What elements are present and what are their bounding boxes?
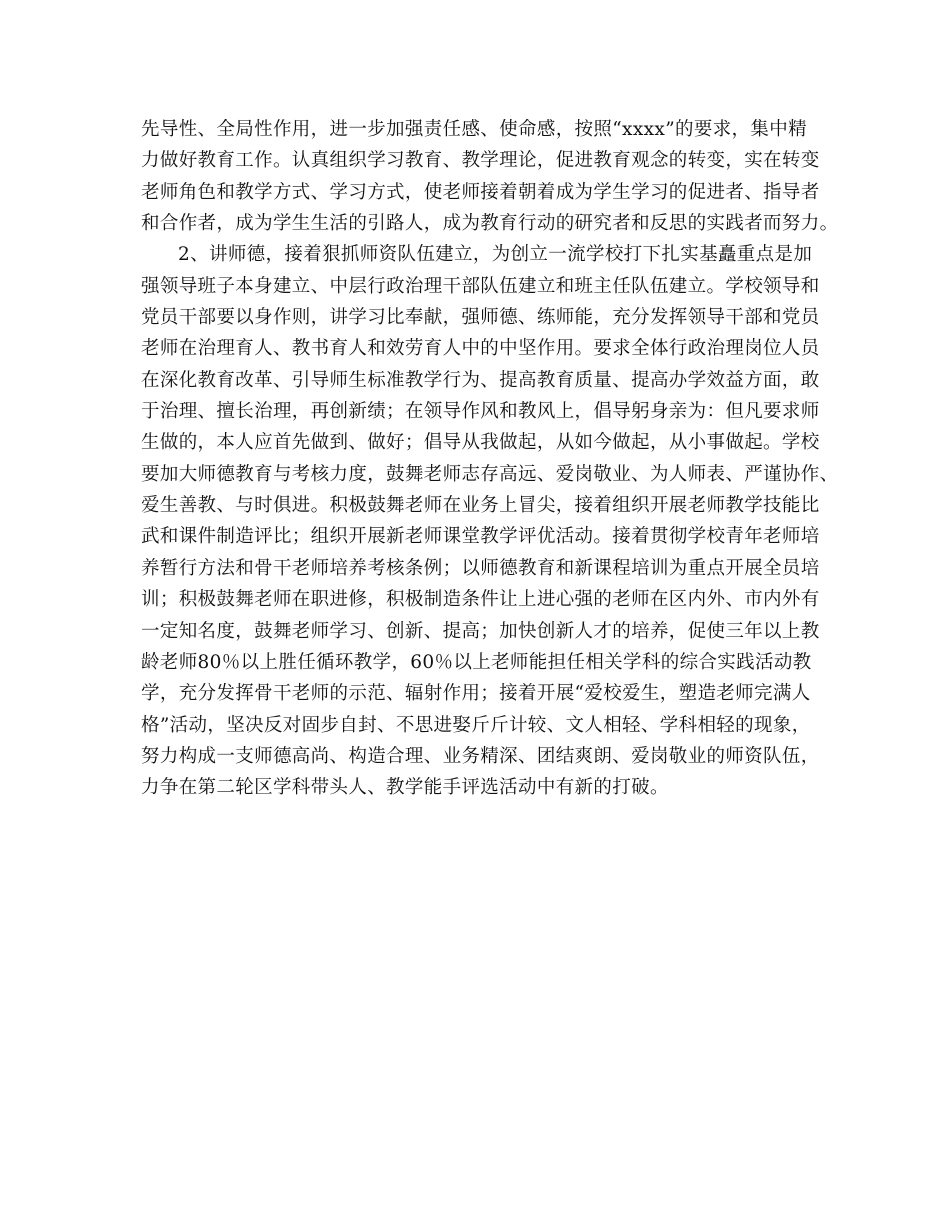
text-line: 格”活动，坚决反对固步自封、不思进娶斤斤计较、文人相轻、学科相轻的现象， — [141, 714, 811, 736]
text-line: 武和课件制造评比；组织开展新老师课堂教学评优活动。接着贯彻学校青年老师培 — [141, 526, 820, 548]
text-line: 龄老师80％以上胜任循环教学，60％以上老师能担任相关学科的综合实践活动教 — [141, 651, 812, 673]
document-body — [141, 114, 841, 804]
paragraph-2 — [141, 239, 841, 803]
text-line: 一定知名度，鼓舞老师学习、创新、提高；加快创新人才的培养，促使三年以上教 — [141, 620, 820, 642]
text-line: 训；积极鼓舞老师在职进修，积极制造条件让上进心强的老师在区内外、市内外有 — [141, 589, 820, 611]
text-line: 学，充分发挥骨干老师的示范、辐射作用；接着开展“爱校爱生，塑造老师完满人 — [141, 683, 811, 705]
text-line: 于治理、擅长治理，再创新绩；在领导作风和教风上，倡导躬身亲为：但凡要求师 — [141, 401, 820, 423]
paragraph-1 — [141, 114, 841, 239]
text-line: 2、讲师德，接着狠抓师资队伍建立，为创立一流学校打下扎实基矗重点是加 — [178, 244, 813, 266]
text-line: 在深化教育改革、引导师生标准教学行为、提高教育质量、提高办学效益方面，敢 — [141, 369, 820, 391]
text-line: 党员干部要以身作则，讲学习比奉献，强师德、练师能，充分发挥领导干部和党员 — [141, 307, 820, 329]
text-line: 力做好教育工作。认真组织学习教育、教学理论，促进教育观念的转变，实在转变 — [141, 150, 820, 172]
text-line: 老师角色和教学方式、学习方式，使老师接着朝着成为学生学习的促进者、指导者 — [141, 181, 820, 203]
text-line: 先导性、全局性作用，进一步加强责任感、使命感，按照“xxxx”的要求，集中精 — [141, 119, 807, 140]
text-line: 要加大师德教育与考核力度，鼓舞老师志存高远、爱岗敬业、为人师表、严谨协作、 — [141, 463, 839, 485]
text-line: 老师在治理育人、教书育人和效劳育人中的中坚作用。要求全体行政治理岗位人员 — [141, 338, 820, 360]
text-line: 和合作者，成为学生生活的引路人，成为教育行动的研究者和反思的实践者而努力。 — [141, 213, 839, 235]
text-line: 努力构成一支师德高尚、构造合理、业务精深、团结爽朗、爱岗敬业的师资队伍， — [141, 745, 820, 767]
text-line: 力争在第二轮区学科带头人、教学能手评选活动中有新的打破。 — [141, 777, 669, 799]
text-line: 生做的，本人应首先做到、做好；倡导从我做起，从如今做起，从小事做起。学校 — [141, 432, 820, 454]
text-line: 养暂行方法和骨干老师培养考核条例；以师德教育和新课程培训为重点开展全员培 — [141, 557, 820, 579]
text-line: 强领导班子本身建立、中层行政治理干部队伍建立和班主任队伍建立。学校领导和 — [141, 275, 820, 297]
text-line: 爱生善教、与时俱进。积极鼓舞老师在业务上冒尖，接着组织开展老师教学技能比 — [141, 495, 820, 517]
